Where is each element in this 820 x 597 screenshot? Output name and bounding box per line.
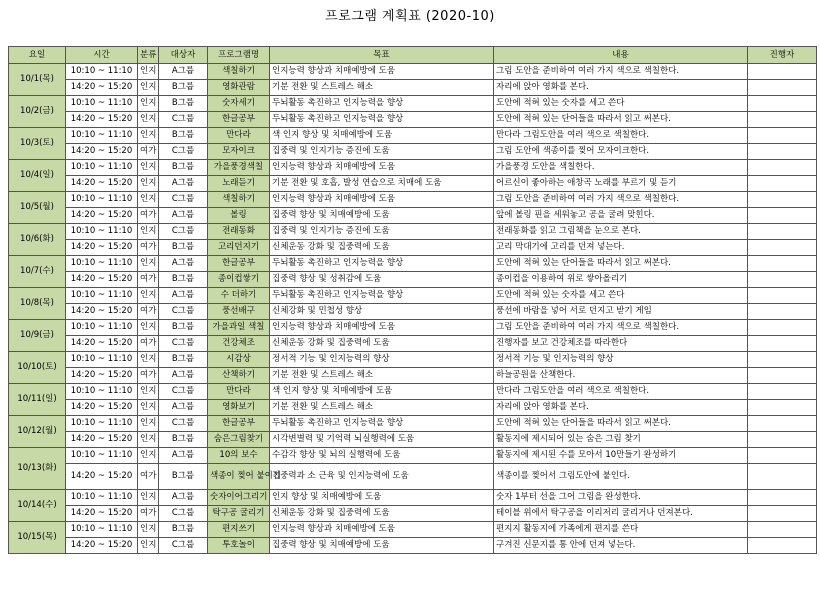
category-cell: 인지 xyxy=(138,288,159,304)
table-row xyxy=(9,506,817,522)
time-cell: 14:20 ~ 15:20 xyxy=(66,432,138,448)
category-cell: 여가 xyxy=(138,208,159,224)
target-cell: C그룹 xyxy=(159,336,208,352)
table-row xyxy=(9,96,817,112)
leader-cell xyxy=(748,208,817,224)
content-cell: 자리에 앉아 영화를 본다. xyxy=(494,80,748,96)
goal-cell: 두뇌활동 촉진하고 인지능력을 향상 xyxy=(270,288,494,304)
table-row xyxy=(9,144,817,160)
target-cell: C그룹 xyxy=(159,224,208,240)
program-cell: 편지쓰기 xyxy=(208,522,270,538)
leader-cell xyxy=(748,80,817,96)
program-cell: 노래듣기 xyxy=(208,176,270,192)
schedule-table xyxy=(8,46,817,554)
content-cell: 전래동화를 읽고 그림책을 눈으로 본다. xyxy=(494,224,748,240)
goal-cell: 집중력 및 인지기능 증진에 도움 xyxy=(270,144,494,160)
leader-cell xyxy=(748,432,817,448)
leader-cell xyxy=(748,64,817,80)
table-row xyxy=(9,160,817,176)
header-category: 분류 xyxy=(138,47,159,64)
table-row xyxy=(9,208,817,224)
time-cell: 10:10 ~ 11:10 xyxy=(66,288,138,304)
target-cell: B그룹 xyxy=(159,272,208,288)
content-cell: 만다라 그림도안을 여러 색으로 색칠한다. xyxy=(494,384,748,400)
content-cell: 어르신이 좋아하는 애창곡 노래를 부르기 및 듣기 xyxy=(494,176,748,192)
table-row xyxy=(9,400,817,416)
table-row xyxy=(9,112,817,128)
program-cell: 가을풍경색칠 xyxy=(208,160,270,176)
program-cell: 한글공부 xyxy=(208,256,270,272)
content-cell: 도안에 적혀 있는 숫자를 세고 쓴다 xyxy=(494,96,748,112)
date-cell: 10/6(화) xyxy=(9,224,66,256)
date-cell: 10/15(목) xyxy=(9,522,66,554)
content-cell: 활동지에 제시된 수를 모아서 10만들기 완성하기 xyxy=(494,448,748,464)
program-cell: 한글공부 xyxy=(208,416,270,432)
program-cell: 색칠하기 xyxy=(208,64,270,80)
program-cell: 숫자세기 xyxy=(208,96,270,112)
date-cell: 10/12(월) xyxy=(9,416,66,448)
table-row xyxy=(9,240,817,256)
table-row xyxy=(9,272,817,288)
content-cell: 그림 도안에 색종이를 찢어 모자이크한다. xyxy=(494,144,748,160)
target-cell: A그룹 xyxy=(159,400,208,416)
time-cell: 10:10 ~ 11:10 xyxy=(66,128,138,144)
target-cell: C그룹 xyxy=(159,538,208,554)
goal-cell: 인지능력 향상과 치매예방에 도움 xyxy=(270,192,494,208)
leader-cell xyxy=(748,506,817,522)
table-row xyxy=(9,304,817,320)
program-cell: 건강체조 xyxy=(208,336,270,352)
category-cell: 인지 xyxy=(138,112,159,128)
goal-cell: 두뇌활동 촉진하고 인지능력을 향상 xyxy=(270,416,494,432)
goal-cell: 정서적 기능 및 인지능력의 향상 xyxy=(270,352,494,368)
table-row xyxy=(9,490,817,506)
target-cell: A그룹 xyxy=(159,176,208,192)
goal-cell: 집중력 및 인지기능 증진에 도움 xyxy=(270,224,494,240)
goal-cell: 시각변별력 및 기억력 뇌실행력에 도움 xyxy=(270,432,494,448)
time-cell: 10:10 ~ 11:10 xyxy=(66,224,138,240)
goal-cell: 기분 전환 및 호흡, 발성 연습으로 치매에 도움 xyxy=(270,176,494,192)
leader-cell xyxy=(748,384,817,400)
program-cell: 볼링 xyxy=(208,208,270,224)
leader-cell xyxy=(748,304,817,320)
table-row xyxy=(9,538,817,554)
target-cell: B그룹 xyxy=(159,160,208,176)
table-row xyxy=(9,64,817,80)
content-cell: 하늘공원을 산책한다. xyxy=(494,368,748,384)
target-cell: A그룹 xyxy=(159,208,208,224)
leader-cell xyxy=(748,336,817,352)
category-cell: 인지 xyxy=(138,64,159,80)
table-row xyxy=(9,224,817,240)
leader-cell xyxy=(748,256,817,272)
goal-cell: 인지능력 향상과 치매예방에 도움 xyxy=(270,160,494,176)
leader-cell xyxy=(748,160,817,176)
leader-cell xyxy=(748,448,817,464)
table-row xyxy=(9,288,817,304)
leader-cell xyxy=(748,144,817,160)
content-cell: 색종이를 찢어서 그림도안에 붙인다. xyxy=(494,464,748,490)
category-cell: 인지 xyxy=(138,224,159,240)
target-cell: C그룹 xyxy=(159,384,208,400)
goal-cell: 집중력 향상 및 치매예방에 도움 xyxy=(270,208,494,224)
content-cell: 자리에 앉아 영화를 본다. xyxy=(494,400,748,416)
program-cell: 가을과일 색칠 xyxy=(208,320,270,336)
leader-cell xyxy=(748,288,817,304)
target-cell: B그룹 xyxy=(159,522,208,538)
goal-cell: 집중력과 소 근육 및 인지능력에 도움 xyxy=(270,464,494,490)
content-cell: 가을풍경 도안을 색칠한다. xyxy=(494,160,748,176)
program-cell: 고리던지기 xyxy=(208,240,270,256)
leader-cell xyxy=(748,224,817,240)
header-content: 내용 xyxy=(494,47,748,64)
program-cell: 색칠하기 xyxy=(208,192,270,208)
program-cell: 투호놀이 xyxy=(208,538,270,554)
category-cell: 인지 xyxy=(138,176,159,192)
leader-cell xyxy=(748,400,817,416)
leader-cell xyxy=(748,490,817,506)
time-cell: 10:10 ~ 11:10 xyxy=(66,384,138,400)
leader-cell xyxy=(748,240,817,256)
category-cell: 인지 xyxy=(138,448,159,464)
date-cell: 10/1(목) xyxy=(9,64,66,96)
table-row xyxy=(9,384,817,400)
table-row xyxy=(9,320,817,336)
category-cell: 인지 xyxy=(138,80,159,96)
table-row xyxy=(9,464,817,490)
target-cell: C그룹 xyxy=(159,192,208,208)
category-cell: 인지 xyxy=(138,128,159,144)
target-cell: A그룹 xyxy=(159,490,208,506)
target-cell: C그룹 xyxy=(159,304,208,320)
time-cell: 14:20 ~ 15:20 xyxy=(66,176,138,192)
leader-cell xyxy=(748,538,817,554)
leader-cell xyxy=(748,464,817,490)
time-cell: 10:10 ~ 11:10 xyxy=(66,64,138,80)
time-cell: 14:20 ~ 15:20 xyxy=(66,144,138,160)
time-cell: 10:10 ~ 11:10 xyxy=(66,256,138,272)
time-cell: 14:20 ~ 15:20 xyxy=(66,400,138,416)
table-row xyxy=(9,522,817,538)
target-cell: B그룹 xyxy=(159,96,208,112)
date-cell: 10/7(수) xyxy=(9,256,66,288)
program-cell: 풍선배구 xyxy=(208,304,270,320)
target-cell: C그룹 xyxy=(159,506,208,522)
content-cell: 풍선에 바람을 넣어 서로 던지고 받기 게임 xyxy=(494,304,748,320)
time-cell: 10:10 ~ 11:10 xyxy=(66,96,138,112)
program-cell: 탁구공 굴리기 xyxy=(208,506,270,522)
header-row xyxy=(9,47,817,64)
page-title: 프로그램 계획표 (2020-10) xyxy=(325,9,495,24)
category-cell: 인지 xyxy=(138,416,159,432)
date-cell: 10/13(화) xyxy=(9,448,66,490)
leader-cell xyxy=(748,112,817,128)
target-cell: B그룹 xyxy=(159,464,208,490)
time-cell: 10:10 ~ 11:10 xyxy=(66,352,138,368)
content-cell: 도안에 적혀 있는 단어들을 따라서 읽고 써본다. xyxy=(494,112,748,128)
content-cell: 구겨진 신문지를 통 안에 던져 넣는다. xyxy=(494,538,748,554)
goal-cell: 인지능력 향상과 치매예방에 도움 xyxy=(270,320,494,336)
time-cell: 10:10 ~ 11:10 xyxy=(66,320,138,336)
goal-cell: 기분 전환 및 스트레스 해소 xyxy=(270,368,494,384)
goal-cell: 인지능력 향상과 치매예방에 도움 xyxy=(270,522,494,538)
time-cell: 10:10 ~ 11:10 xyxy=(66,522,138,538)
time-cell: 10:10 ~ 11:10 xyxy=(66,160,138,176)
header-target: 대상자 xyxy=(159,47,208,64)
goal-cell: 두뇌활동 촉진하고 인지능력을 향상 xyxy=(270,256,494,272)
date-cell: 10/10(토) xyxy=(9,352,66,384)
content-cell: 도안에 적혀 있는 단어들을 따라서 읽고 써본다. xyxy=(494,256,748,272)
time-cell: 14:20 ~ 15:20 xyxy=(66,464,138,490)
target-cell: B그룹 xyxy=(159,128,208,144)
date-cell: 10/5(월) xyxy=(9,192,66,224)
goal-cell: 색 인지 향상 및 치매예방에 도움 xyxy=(270,128,494,144)
category-cell: 인지 xyxy=(138,96,159,112)
category-cell: 인지 xyxy=(138,192,159,208)
date-cell: 10/3(토) xyxy=(9,128,66,160)
table-row xyxy=(9,416,817,432)
target-cell: A그룹 xyxy=(159,64,208,80)
category-cell: 인지 xyxy=(138,522,159,538)
category-cell: 여가 xyxy=(138,464,159,490)
schedule-body xyxy=(9,64,817,554)
category-cell: 인지 xyxy=(138,384,159,400)
program-cell: 색종이 찢어 붙이기 xyxy=(208,464,270,490)
target-cell: C그룹 xyxy=(159,112,208,128)
leader-cell xyxy=(748,176,817,192)
date-cell: 10/8(목) xyxy=(9,288,66,320)
category-cell: 여가 xyxy=(138,304,159,320)
target-cell: A그룹 xyxy=(159,448,208,464)
goal-cell: 두뇌활동 촉진하고 인지능력을 향상 xyxy=(270,96,494,112)
leader-cell xyxy=(748,96,817,112)
category-cell: 여가 xyxy=(138,368,159,384)
table-row xyxy=(9,432,817,448)
goal-cell: 신체강화 및 민첩성 향상 xyxy=(270,304,494,320)
leader-cell xyxy=(748,192,817,208)
header-leader: 진행자 xyxy=(748,47,817,64)
content-cell: 그림 도안을 준비하여 여러 가지 색으로 색칠한다. xyxy=(494,192,748,208)
category-cell: 여가 xyxy=(138,336,159,352)
category-cell: 여가 xyxy=(138,272,159,288)
time-cell: 14:20 ~ 15:20 xyxy=(66,336,138,352)
goal-cell: 신체운동 강화 및 집중력에 도움 xyxy=(270,240,494,256)
target-cell: C그룹 xyxy=(159,144,208,160)
time-cell: 14:20 ~ 15:20 xyxy=(66,304,138,320)
program-cell: 숫자이어그리기 xyxy=(208,490,270,506)
content-cell: 그림 도안을 준비하여 여러 가지 색으로 색칠한다. xyxy=(494,64,748,80)
program-cell: 종이컵쌓기 xyxy=(208,272,270,288)
content-cell: 진행자를 보고 건강체조를 따라한다 xyxy=(494,336,748,352)
category-cell: 인지 xyxy=(138,352,159,368)
category-cell: 인지 xyxy=(138,538,159,554)
program-cell: 시감상 xyxy=(208,352,270,368)
target-cell: B그룹 xyxy=(159,240,208,256)
leader-cell xyxy=(748,352,817,368)
program-cell: 만다라 xyxy=(208,384,270,400)
date-cell: 10/11(일) xyxy=(9,384,66,416)
goal-cell: 집중력 향상 및 성취감에 도움 xyxy=(270,272,494,288)
leader-cell xyxy=(748,368,817,384)
program-cell: 10의 보수 xyxy=(208,448,270,464)
program-cell: 모자이크 xyxy=(208,144,270,160)
goal-cell: 수감각 향상 및 뇌의 실행력에 도움 xyxy=(270,448,494,464)
program-cell: 영화보기 xyxy=(208,400,270,416)
time-cell: 14:20 ~ 15:20 xyxy=(66,112,138,128)
goal-cell: 색 인지 향상 및 치매예방에 도움 xyxy=(270,384,494,400)
table-row xyxy=(9,176,817,192)
goal-cell: 인지 향상 및 치매예방에 도움 xyxy=(270,490,494,506)
time-cell: 14:20 ~ 15:20 xyxy=(66,240,138,256)
table-row xyxy=(9,352,817,368)
program-cell: 수 더하기 xyxy=(208,288,270,304)
time-cell: 10:10 ~ 11:10 xyxy=(66,192,138,208)
time-cell: 10:10 ~ 11:10 xyxy=(66,490,138,506)
table-row xyxy=(9,80,817,96)
goal-cell: 기분 전환 및 스트레스 해소 xyxy=(270,80,494,96)
table-row xyxy=(9,368,817,384)
leader-cell xyxy=(748,272,817,288)
program-cell: 전래동화 xyxy=(208,224,270,240)
target-cell: A그룹 xyxy=(159,368,208,384)
content-cell: 테이블 위에서 탁구공을 이리저리 굴리거나 던져본다. xyxy=(494,506,748,522)
time-cell: 14:20 ~ 15:20 xyxy=(66,272,138,288)
leader-cell xyxy=(748,522,817,538)
target-cell: C그룹 xyxy=(159,416,208,432)
table-row xyxy=(9,192,817,208)
category-cell: 인지 xyxy=(138,256,159,272)
leader-cell xyxy=(748,416,817,432)
date-cell: 10/2(금) xyxy=(9,96,66,128)
category-cell: 여가 xyxy=(138,240,159,256)
content-cell: 숫자 1부터 선을 그어 그림을 완성한다. xyxy=(494,490,748,506)
time-cell: 10:10 ~ 11:10 xyxy=(66,448,138,464)
category-cell: 여가 xyxy=(138,506,159,522)
program-cell: 숨은그림찾기 xyxy=(208,432,270,448)
table-row xyxy=(9,256,817,272)
goal-cell: 기분 전환 및 스트레스 해소 xyxy=(270,400,494,416)
table-row xyxy=(9,128,817,144)
target-cell: B그룹 xyxy=(159,80,208,96)
content-cell: 도안에 적혀 있는 숫자를 세고 쓴다 xyxy=(494,288,748,304)
content-cell: 만다라 그림도안을 여러 색으로 색칠한다. xyxy=(494,128,748,144)
goal-cell: 인지능력 향상과 치매예방에 도움 xyxy=(270,64,494,80)
target-cell: B그룹 xyxy=(159,352,208,368)
leader-cell xyxy=(748,320,817,336)
goal-cell: 두뇌활동 촉진하고 인지능력을 향상 xyxy=(270,112,494,128)
leader-cell xyxy=(748,128,817,144)
table-row xyxy=(9,336,817,352)
header-goal: 목표 xyxy=(270,47,494,64)
time-cell: 14:20 ~ 15:20 xyxy=(66,506,138,522)
content-cell: 종이컵을 이용하여 위로 쌓아올리기 xyxy=(494,272,748,288)
date-cell: 10/9(금) xyxy=(9,320,66,352)
goal-cell: 집중력 향상 및 치매예방에 도움 xyxy=(270,538,494,554)
target-cell: B그룹 xyxy=(159,320,208,336)
time-cell: 14:20 ~ 15:20 xyxy=(66,208,138,224)
content-cell: 도안에 적혀 있는 단어들을 따라서 읽고 써본다. xyxy=(494,416,748,432)
time-cell: 14:20 ~ 15:20 xyxy=(66,80,138,96)
target-cell: B그룹 xyxy=(159,432,208,448)
content-cell: 편지지 활동지에 가족에게 편지를 쓴다 xyxy=(494,522,748,538)
header-time: 시간 xyxy=(66,47,138,64)
content-cell: 앞에 볼링 핀을 세워놓고 공을 굴려 맞힌다. xyxy=(494,208,748,224)
content-cell: 고리 막대기에 고리를 던져 넣는다. xyxy=(494,240,748,256)
program-cell: 영화관람 xyxy=(208,80,270,96)
program-cell: 산책하기 xyxy=(208,368,270,384)
program-cell: 한글공부 xyxy=(208,112,270,128)
content-cell: 그림 도안을 준비하여 여러 가지 색으로 색칠한다. xyxy=(494,320,748,336)
category-cell: 인지 xyxy=(138,160,159,176)
header-day: 요일 xyxy=(9,47,66,64)
target-cell: A그룹 xyxy=(159,288,208,304)
program-cell: 만다라 xyxy=(208,128,270,144)
time-cell: 10:10 ~ 11:10 xyxy=(66,416,138,432)
time-cell: 14:20 ~ 15:20 xyxy=(66,538,138,554)
category-cell: 인지 xyxy=(138,400,159,416)
header-program: 프로그램명 xyxy=(208,47,270,64)
goal-cell: 신체운동 강화 및 집중력에 도움 xyxy=(270,506,494,522)
category-cell: 여가 xyxy=(138,144,159,160)
date-cell: 10/14(수) xyxy=(9,490,66,522)
category-cell: 인지 xyxy=(138,432,159,448)
date-cell: 10/4(일) xyxy=(9,160,66,192)
content-cell: 활동지에 제시되어 있는 숨은 그림 찾기 xyxy=(494,432,748,448)
content-cell: 정서적 기능 및 인지능력의 향상 xyxy=(494,352,748,368)
table-row xyxy=(9,448,817,464)
goal-cell: 신체운동 강화 및 집중력에 도움 xyxy=(270,336,494,352)
category-cell: 인지 xyxy=(138,490,159,506)
category-cell: 인지 xyxy=(138,320,159,336)
target-cell: A그룹 xyxy=(159,256,208,272)
time-cell: 14:20 ~ 15:20 xyxy=(66,368,138,384)
